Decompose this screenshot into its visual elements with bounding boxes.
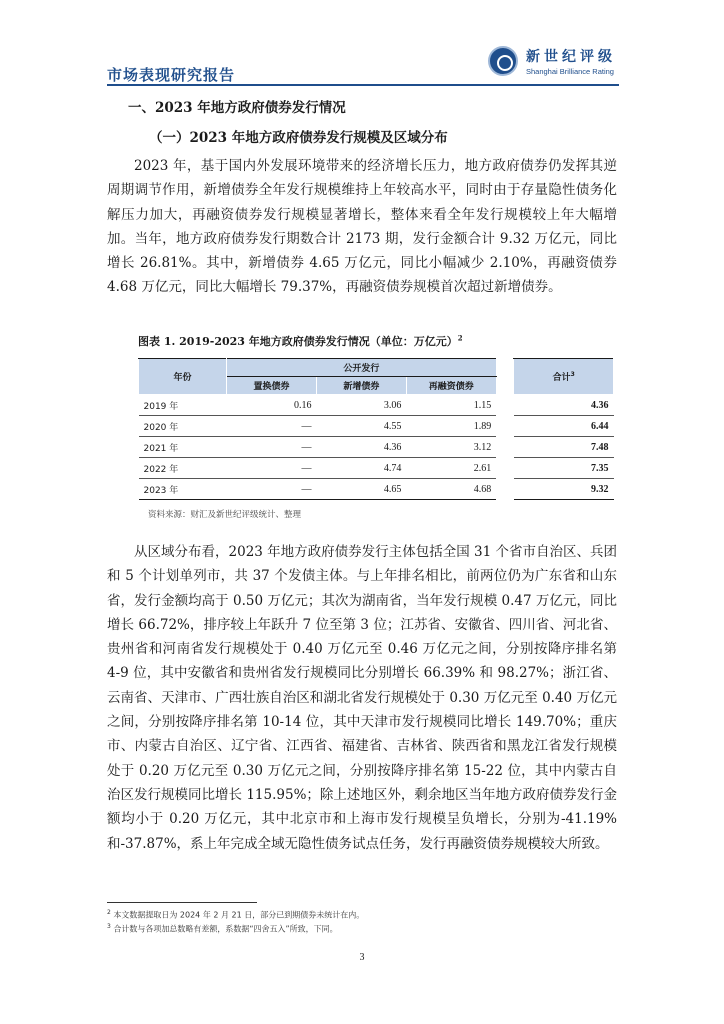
- cell-spacer: [496, 479, 514, 500]
- header-total-label: 合计: [552, 373, 571, 383]
- intro-paragraph: 2023 年，基于国内外发展环境带来的经济增长压力，地方政府债券仍发挥其逆周期调节作用，新增债券全年发行规模维持上年较高水平，同时由于存量隐性债务化解压力加大，再融资债券发行规模显著增长，整体来看全年发行规模较上年大幅增加。当年，地方政府债券发行期数合计 2173 期，发行金额合计 9.32 万亿元，同比增长 26.81%。其中，新增债券 4.65 万亿元，同比小幅减少 2.10%，再融资债券 4.68 万亿元，同比大幅增长 79.37%，再融资债券规模首次超过新增债券。: [107, 158, 617, 296]
- table-caption: [138, 333, 463, 349]
- table-row: [139, 395, 614, 416]
- logo-emblem-icon: [488, 46, 518, 76]
- section-heading: 一、2023 年地方政府债券发行情况: [128, 100, 346, 116]
- cell-total: 4.36: [514, 395, 614, 416]
- cell-replacement: —: [227, 416, 317, 437]
- cell-replacement: 0.16: [227, 395, 317, 416]
- cell-replacement: —: [227, 479, 317, 500]
- report-title: 市场表现研究报告: [107, 66, 236, 84]
- cell-replacement: —: [227, 437, 317, 458]
- footnote-text: 合计数与各项加总数略有差额，系数据“四舍五入”所致，下同。: [113, 924, 338, 934]
- cell-year: 2021 年: [139, 437, 227, 458]
- cell-refinancing: 2.61: [406, 458, 496, 479]
- header-total-footnote-mark: 3: [570, 371, 575, 378]
- regional-paragraph: 从区域分布看，2023 年地方政府债券发行主体包括全国 31 个省市自治区、兵团和 5 个计划单列市，共 37 个发债主体。与上年排名相比，前两位仍为广东省和山东省，发行金额均高于 0.50 万亿元；其次为湖南省，当年发行规模 0.47 万亿元，同比增长 66.72%，排序较上年跃升 7 位至第 3 位；江苏省、安徽省、四川省、河北省、贵州省和河南省发行规模处于 0.40 万亿元至 0.46 万亿元之间，分别按降序排名第 4-9 位，其中安徽省和贵州省发行规模同比分别增长 66.39% 和 98.27%；浙江省、云南省、天津市、广西壮族自治区和湖北省发行规模处于 0.30 万亿元至 0.40 万亿元之间，分别按降序排名第 10-14 位，其中天津市发行规模同比增长 149.70%；重庆市、内蒙古自治区、辽宁省、江西省、福建省、吉林省、陕西省和黑龙江省发行规模处于 0.20 万亿元至 0.30 万亿元之间，分别按降序排名第 15-22 位，其中内蒙古自治区发行规模同比增长 115.95%；除上述地区外，剩余地区当年地方政府债券发行金额均小于 0.20 万亿元，其中北京市和上海市发行规模呈负增长，分别为-41.19%和-37.87%，系上年完成全域无隐性债务试点任务，发行再融资债券规模较大所致。: [107, 544, 617, 852]
- table-row: [139, 437, 614, 458]
- table-row: [139, 458, 614, 479]
- page-number: 3: [359, 952, 365, 963]
- logo-english-name: Shanghai Brilliance Rating: [526, 67, 614, 76]
- cell-refinancing: 1.89: [406, 416, 496, 437]
- logo-chinese-name: 新世纪评级: [526, 49, 616, 65]
- cell-year: 2023 年: [139, 479, 227, 500]
- cell-refinancing: 1.15: [406, 395, 496, 416]
- header-total: [514, 359, 614, 395]
- cell-refinancing: 3.12: [406, 437, 496, 458]
- cell-new: 4.55: [316, 416, 406, 437]
- cell-replacement: —: [227, 458, 317, 479]
- cell-total: 7.48: [514, 437, 614, 458]
- footnote-mark: 2: [107, 909, 111, 916]
- table-row: [139, 479, 614, 500]
- cell-total: 6.44: [514, 416, 614, 437]
- header-public-issuance: 公开发行: [227, 359, 497, 377]
- footnote-divider: [107, 902, 257, 903]
- footnote-mark: 3: [107, 923, 111, 930]
- cell-new: 4.74: [316, 458, 406, 479]
- cell-spacer: [496, 395, 514, 416]
- cell-year: 2019 年: [139, 395, 227, 416]
- cell-new: 4.36: [316, 437, 406, 458]
- footnote: [107, 909, 364, 921]
- bond-issuance-table: [138, 358, 614, 500]
- header-refinancing-bonds: 再融资债券: [406, 377, 496, 395]
- cell-refinancing: 4.68: [406, 479, 496, 500]
- cell-spacer: [496, 437, 514, 458]
- cell-spacer: [496, 416, 514, 437]
- header-new-bonds: 新增债券: [316, 377, 406, 395]
- cell-year: 2022 年: [139, 458, 227, 479]
- header-replacement-bonds: 置换债券: [227, 377, 317, 395]
- header-spacer: [496, 359, 514, 395]
- cell-spacer: [496, 458, 514, 479]
- cell-year: 2020 年: [139, 416, 227, 437]
- footnote: [107, 923, 338, 935]
- table-row: [139, 416, 614, 437]
- header-divider: [107, 84, 619, 86]
- cell-total: 7.35: [514, 458, 614, 479]
- cell-new: 3.06: [316, 395, 406, 416]
- cell-new: 4.65: [316, 479, 406, 500]
- brand-logo: [488, 46, 628, 80]
- table-source-note: 资料来源：财汇及新世纪评级统计、整理: [148, 510, 302, 520]
- subsection-heading: （一）2023 年地方政府债券发行规模及区域分布: [149, 130, 448, 146]
- table-caption-text: 图表 1. 2019-2023 年地方政府债券发行情况（单位：万亿元）: [138, 335, 458, 348]
- footnote-text: 本文数据提取日为 2024 年 2 月 21 日，部分已到期债券未统计在内。: [113, 910, 365, 920]
- cell-total: 9.32: [514, 479, 614, 500]
- header-year: 年份: [139, 359, 227, 395]
- table-caption-footnote-mark: 2: [457, 333, 463, 343]
